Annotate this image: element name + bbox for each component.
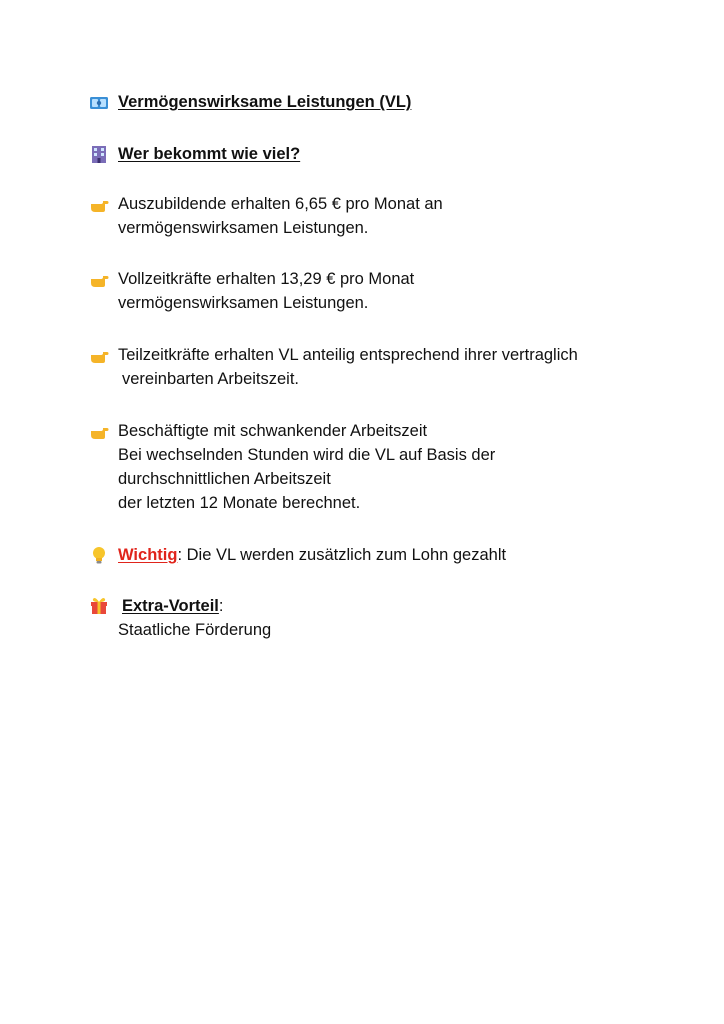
extra-label: Extra-Vorteil: [122, 597, 219, 615]
list-item: vermögenswirksamen Leistungen.: [118, 219, 369, 237]
page-title: Vermögenswirksame Leistungen (VL): [118, 93, 412, 111]
section-subtitle: Wer bekommt wie viel?: [118, 145, 301, 163]
list-item: Vollzeitkräfte erhalten 13,29 € pro Monat: [118, 270, 415, 288]
list-item: Auszubildende erhalten 6,65 € pro Monat an: [118, 195, 443, 213]
extra-text: Staatliche Förderung: [118, 621, 272, 639]
pointing-hand-icon: [89, 270, 109, 290]
important-label: Wichtig: [118, 546, 178, 564]
pointing-hand-icon: [89, 195, 109, 215]
list-item: durchschnittlichen Arbeitszeit: [118, 470, 331, 488]
pointing-hand-icon: [89, 346, 109, 366]
list-item: Teilzeitkräfte erhalten VL anteilig entsprechend ihrer vertraglich: [118, 346, 578, 364]
light-bulb-icon: [89, 545, 109, 565]
pointing-hand-icon: [89, 422, 109, 442]
important-text: : Die VL werden zusätzlich zum Lohn gezahlt: [177, 546, 507, 564]
list-item: Beschäftigte mit schwankender Arbeitszeit: [118, 422, 428, 440]
list-item: der letzten 12 Monate berechnet.: [118, 494, 361, 512]
list-item: vermögenswirksamen Leistungen.: [118, 294, 369, 312]
important-note: [118, 543, 506, 567]
list-item: vereinbarten Arbeitszeit.: [122, 370, 300, 388]
office-building-icon: [89, 144, 109, 164]
money-bag-icon: [89, 93, 109, 113]
list-item: Bei wechselnden Stunden wird die VL auf Basis der: [118, 446, 496, 464]
gift-icon: [89, 595, 109, 615]
extra-colon: :: [218, 597, 224, 615]
extra-heading: [122, 594, 223, 618]
